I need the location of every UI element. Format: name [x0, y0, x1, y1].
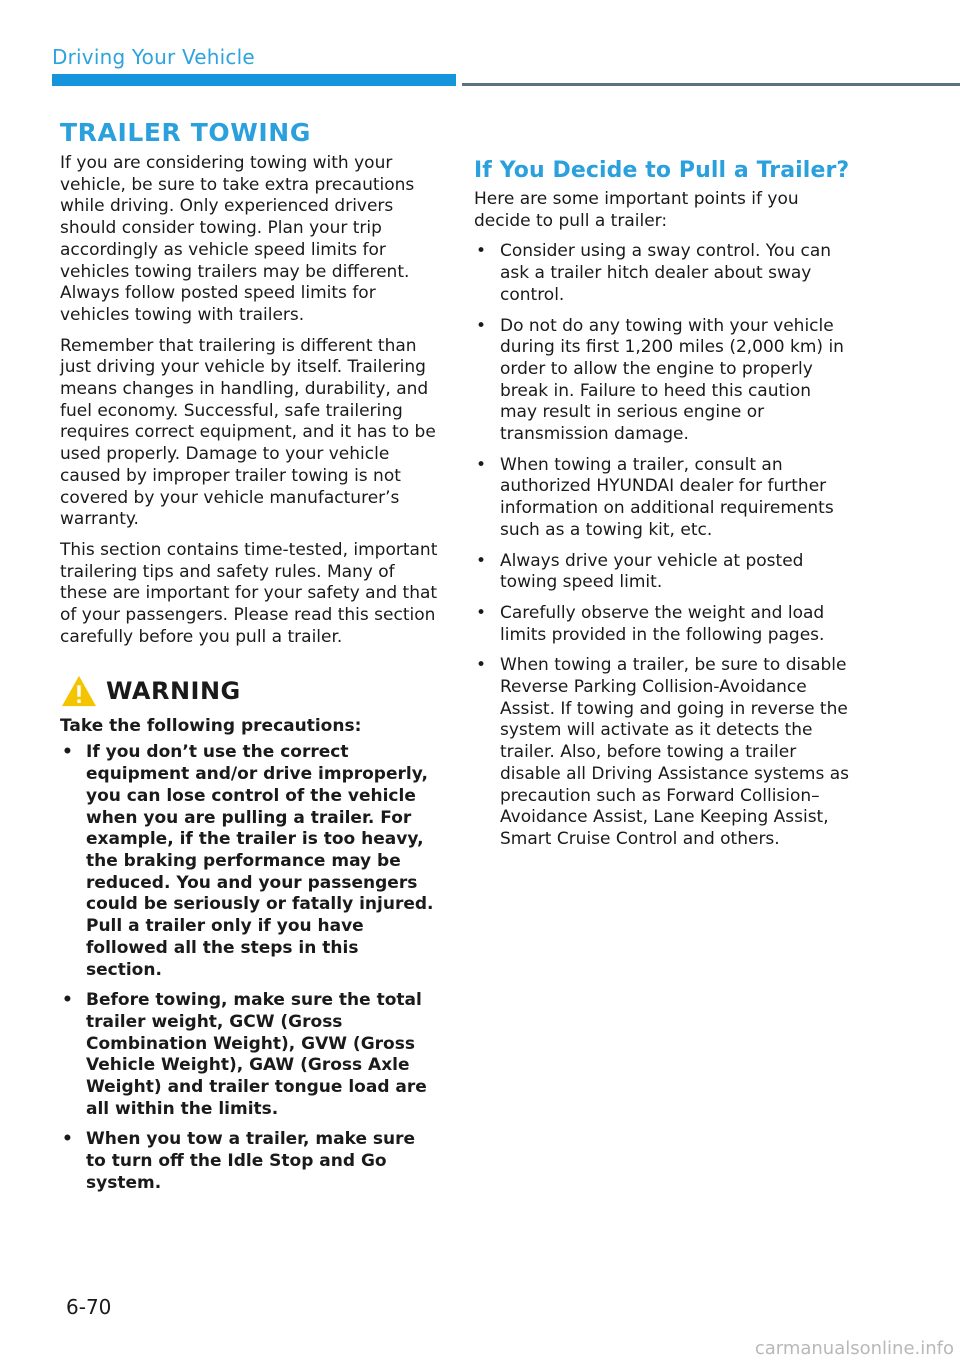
right-column	[474, 158, 852, 860]
list-item: • Consider using a sway control. You can ask a trailer hitch dealer about sway control.	[474, 241, 852, 306]
warning-box	[60, 674, 438, 1194]
list-item: • Carefully observe the weight and load limits provided in the following pages.	[474, 603, 852, 646]
decide-intro: Here are some important points if you decide to pull a trailer:	[474, 189, 799, 231]
safety-rules-paragraph: This section contains time-tested, important trailering tips and safety rules. Many of these are important for your safety and that of your passengers. Please read this section carefully before you pull a trailer.	[60, 539, 438, 647]
watermark: carmanualsonline.info	[754, 1338, 954, 1359]
page-number: 6-70	[66, 1295, 112, 1319]
decide-heading: If You Decide to Pull a Trailer?	[474, 158, 850, 183]
list-item: • Do not do any towing with your vehicle during its first 1,200 miles (2,000 km) in order to allow the engine to properly break in. Failure to heed this caution may result in serious engine or transmission damage.	[474, 316, 852, 446]
warning-intro: Take the following precautions:	[60, 716, 362, 737]
list-item: • Always drive your vehicle at posted towing speed limit.	[474, 551, 852, 594]
warning-header	[60, 674, 438, 708]
list-item: • When towing a trailer, consult an authorized HYUNDAI dealer for further information on additional requirements such as a towing kit, etc.	[474, 455, 852, 542]
left-column	[60, 118, 438, 1204]
warning-item: • If you don’t use the correct equipment and/or drive improperly, you can lose control of the vehicle when you are pulling a trailer. For example, if the trailer is too heavy, the braking performance may be reduced. You and your passengers could be seriously or fatally injured. Pull a trailer only if you have followed all the steps in this section.	[60, 742, 438, 981]
intro-paragraph: If you are considering towing with your vehicle, be sure to take extra precautions while driving. Only experienced drivers should consider towing. Plan your trip accordingly as vehicle speed limits for vehicles towing trailers may be different. Always follow posted speed limits for vehicles towing with trailers.	[60, 153, 415, 325]
list-item: • When towing a trailer, be sure to disable Reverse Parking Collision-Avoidance Assist. If towing and going in reverse the system will activate as it detects the trailer. Also, before towing a trailer disable all Driving Assistance systems as precaution such as Forward Collision–Avoidance Assist, Lane Keeping Assist, Smart Cruise Control and others.	[474, 655, 852, 850]
trailer-towing-heading: TRAILER TOWING	[60, 118, 311, 147]
trailering-paragraph: Remember that trailering is different than just driving your vehicle by itself. Trailering means changes in handling, durability, and fuel economy. Successful, safe trailering requires correct equipment, and it has to be used properly. Damage to your vehicle caused by improper trailer towing is not covered by your vehicle manufacturer’s warranty.	[60, 335, 436, 530]
warning-list	[60, 742, 438, 1194]
warning-item: • Before towing, make sure the total trailer weight, GCW (Gross Combination Weight), GVW (Gross Vehicle Weight), GAW (Gross Axle Weight) and trailer tongue load are all within the limits.	[60, 990, 438, 1120]
warning-triangle-icon	[60, 674, 98, 708]
warning-item: • When you tow a trailer, make sure to turn off the Idle Stop and Go system.	[60, 1129, 438, 1194]
header-rule-accent	[52, 74, 456, 86]
header-rule-divider	[462, 83, 960, 86]
warning-label: WARNING	[106, 677, 241, 706]
decide-list	[474, 241, 852, 850]
section-title: Driving Your Vehicle	[52, 45, 255, 69]
